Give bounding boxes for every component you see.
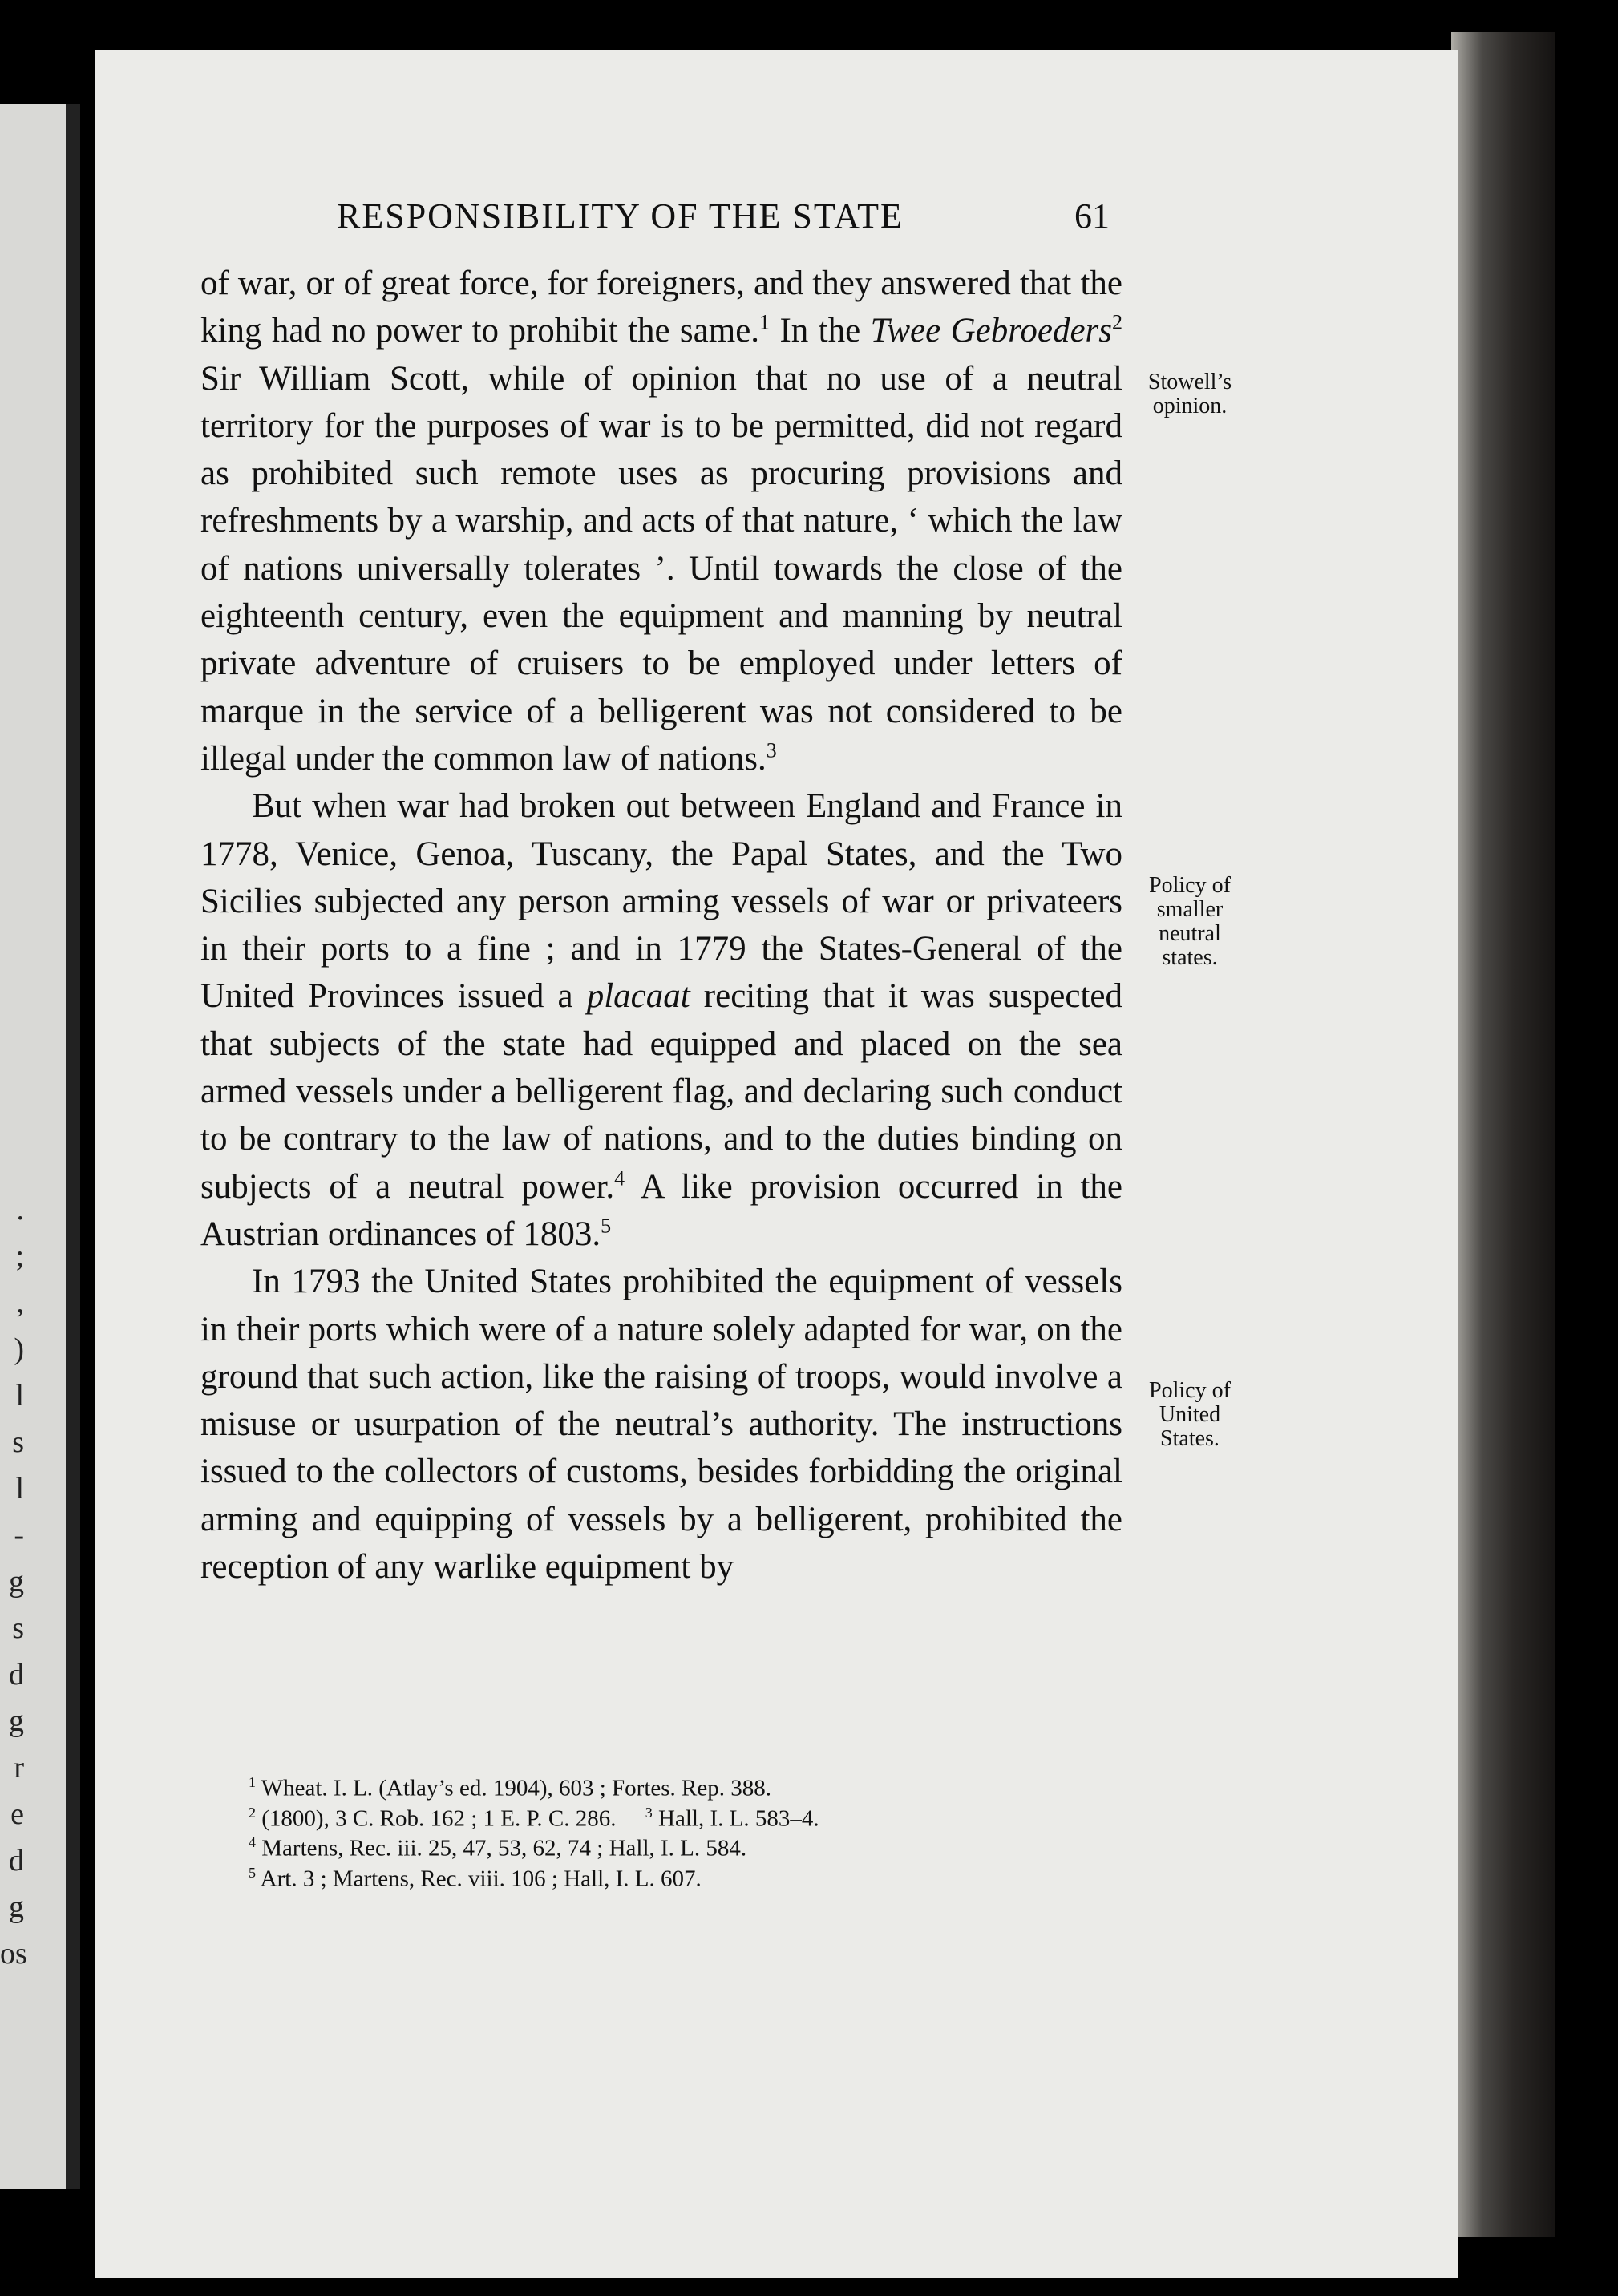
- margin-note-stowell: Stowell’s opinion.: [1147, 370, 1232, 418]
- left-fragment: l: [15, 1472, 24, 1506]
- paragraph-2: But when war had broken out between England and France in 1778, Venice, Genoa, Tuscany, the Papal States, and the Two Sicilies subjected any person arming vessels of war or privateers in their ports to a fine ; and in 1779 the States-General of the United Provinces issued a placaat reciting that it was suspected that subjects of the state had equipped and placed on the sea armed vessels under a belligerent flag, and declaring such conduct to be contrary to the law of nations, and to the duties binding on subjects of a neutral power.$^4$ A like provision occurred in the Austrian ordinances of 1803.$^5$: [200, 787, 1123, 1253]
- left-page-edge: [0, 104, 80, 2189]
- footnote-ref: 4: [614, 1166, 625, 1190]
- left-fragment: ): [14, 1332, 24, 1366]
- margin-note-smaller-states: Policy of smaller neutral states.: [1149, 873, 1231, 970]
- left-page-text-fragments: [0, 1186, 27, 1977]
- left-fragment: d: [9, 1658, 24, 1692]
- main-text: [200, 260, 1122, 1591]
- footnote-4: $^4$ Martens, Rec. iii. 25, 47, 53, 62, 74 ; Hall, I. L. 584.: [249, 1834, 747, 1861]
- paragraph-3: In 1793 the United States prohibited the equipment of vessels in their ports which were of a nature solely adapted for war, on the ground that such action, like the raising of troops, would involve a misuse or usurpation of the neutral’s authority. The instructions issued to the collectors of customs, besides forbidding the original arming and equipping of vessels by a belligerent, prohibited the reception of any warlike equipment by: [200, 1263, 1122, 1587]
- left-fragment: d: [9, 1844, 24, 1878]
- footnote-ref: 2: [1112, 310, 1123, 334]
- left-fragment: -: [14, 1518, 24, 1552]
- left-fragment: s: [12, 1425, 24, 1459]
- footnote-2-3: $^2$ (1800), 3 C. Rob. 162 ; 1 E. P. C. 286. $^3$ Hall, I. L. 583–4.: [249, 1804, 819, 1832]
- left-fragment: .: [16, 1193, 24, 1227]
- running-head: RESPONSIBILITY OF THE STATE: [337, 196, 904, 236]
- left-fragment: s: [12, 1611, 24, 1645]
- footnote-5: $^5$ Art. 3 ; Martens, Rec. viii. 106 ; Hall, I. L. 607.: [249, 1864, 702, 1892]
- left-fragment: r: [14, 1751, 24, 1785]
- left-fragment: g: [9, 1565, 24, 1599]
- left-fragment: g: [9, 1890, 24, 1924]
- left-fragment: l: [15, 1379, 24, 1413]
- left-fragment: os: [0, 1937, 27, 1971]
- page-number: 61: [1074, 196, 1110, 236]
- left-fragment: ,: [16, 1286, 24, 1320]
- footnote-ref: 3: [766, 738, 777, 762]
- footnote-1: $^1$ Wheat. I. L. (Atlay’s ed. 1904), 603 ; Fortes. Rep. 388.: [249, 1774, 772, 1801]
- left-fragment: ;: [15, 1239, 24, 1273]
- footnote-ref: 5: [601, 1214, 612, 1238]
- page-edge-shadow: [1451, 32, 1555, 2237]
- left-fragment: e: [10, 1797, 24, 1831]
- italic-term: placaat: [586, 977, 690, 1016]
- paragraph-1: of war, or of great force, for foreigners, and they answered that the king had no power to prohibit the same.$^1$ In the Twee Gebroeders$^2$ Sir William Scott, while of opinion that no use of a neutral territory for the purposes of war is to be permitted, did not regard as prohibited such remote uses as procuring provisions and refreshments by a warship, and acts of that nature, ‘ which the law of nations universally tolerates ’. Until towards the close of the eighteenth century, even the equipment and manning by neutral private adventure of cruisers to be employed under letters of marque in the service of a belligerent was not considered to be illegal under the common law of nations.$^3$: [200, 265, 1123, 778]
- footnote-ref: 1: [759, 310, 771, 334]
- margin-note-united-states: Policy of United States.: [1149, 1378, 1231, 1451]
- left-fragment: g: [9, 1704, 24, 1738]
- footnotes: [249, 1770, 1131, 1891]
- book-gutter: [66, 104, 80, 2189]
- case-name: Twee Gebroeders: [870, 312, 1113, 350]
